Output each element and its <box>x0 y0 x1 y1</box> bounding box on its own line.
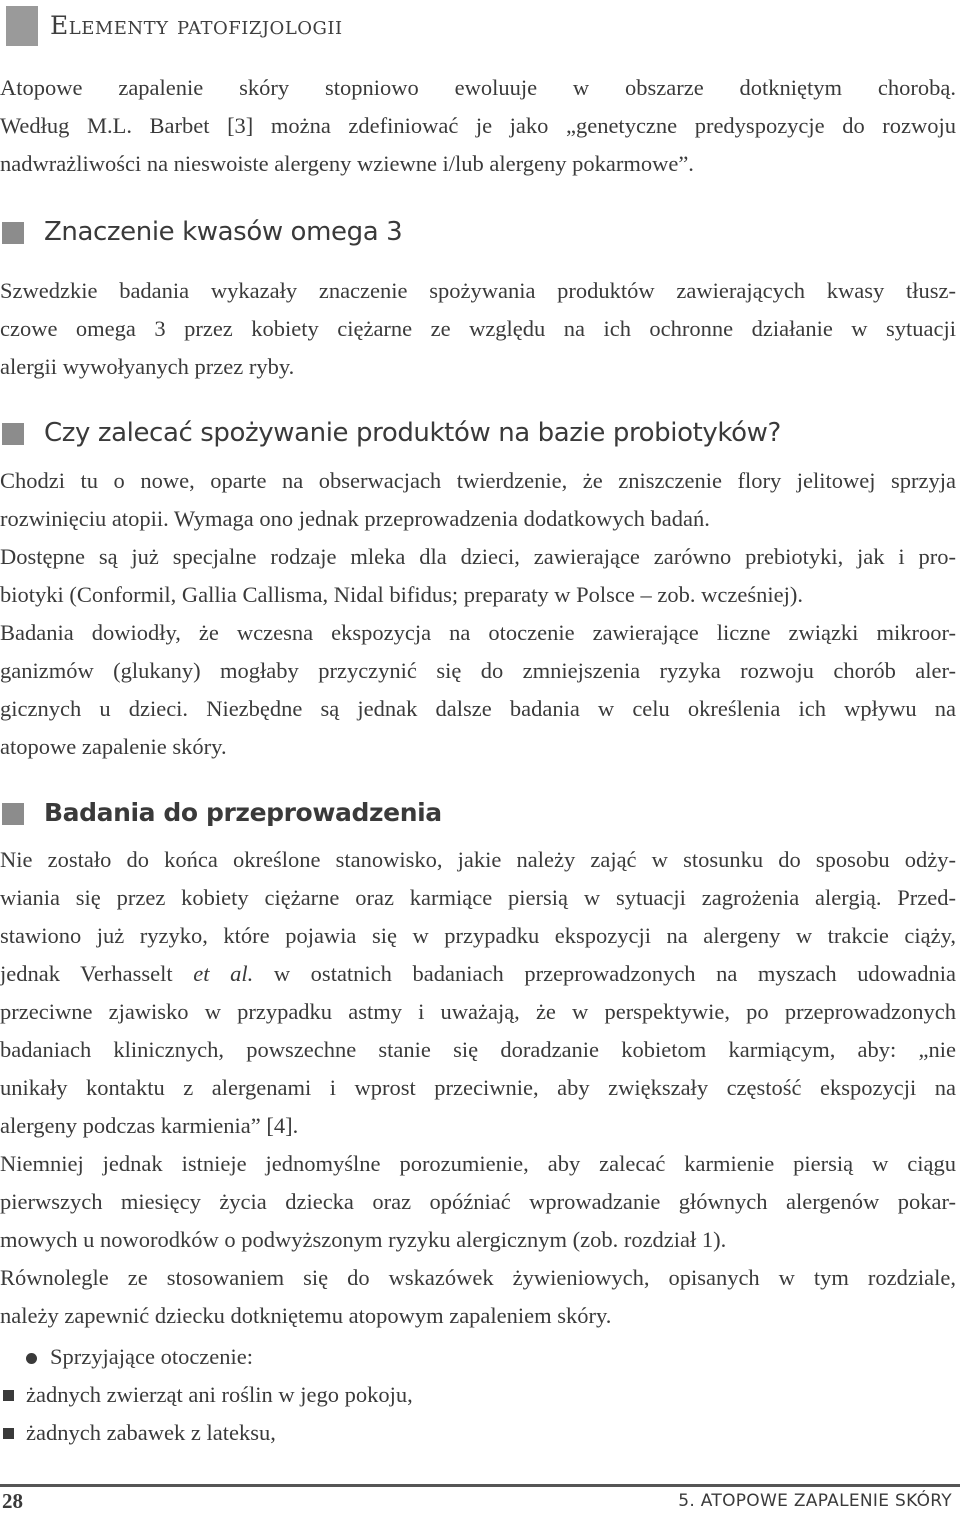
bullet-square-icon <box>3 1390 14 1401</box>
section-square-icon <box>2 423 24 445</box>
intro-paragraph <box>0 69 956 183</box>
environment-list <box>0 1338 950 1452</box>
footer-divider <box>0 1484 960 1487</box>
text-line: przeciwne zjawisko w przypadku astmy i uważają, że w perspektywie, po przeprowadzonych <box>0 999 956 1024</box>
text-fragment: w ostatnich badaniach przeprowadzonych na myszach udowadnia <box>273 961 956 986</box>
section-square-icon <box>2 222 24 244</box>
research-paragraph <box>0 841 956 1335</box>
section-heading-research <box>2 793 952 833</box>
text-line: Atopowe zapalenie skóry stopniowo ewoluuje w obszarze dotkniętym chorobą. <box>0 75 956 100</box>
section-heading-omega3 <box>2 212 952 252</box>
omega3-paragraph <box>0 272 956 386</box>
text-fragment <box>253 961 274 986</box>
section-title: Czy zalecać spożywanie produktów na bazie probiotyków? <box>44 418 781 448</box>
italic-citation: et al. <box>193 961 254 986</box>
text-line: ganizmów (glukany) mogłaby przyczynić się do zmniejszenia ryzyka rozwoju chorób aler- <box>0 658 956 683</box>
text-line: Niemniej jednak istnieje jednomyślne porozumienie, aby zalecać karmienie piersią w ciągu <box>0 1151 956 1176</box>
list-item <box>0 1414 950 1452</box>
chapter-title: Elementy patofizjologii <box>50 11 343 40</box>
text-line: pierwszych miesięcy życia dziecka oraz opóźniać wprowadzanie głównych alergenów pokar- <box>0 1189 956 1214</box>
text-line: czowe omega 3 przez kobiety ciężarne ze względu na ich ochronne działanie w sytuacji <box>0 316 956 341</box>
bullet-square-icon <box>3 1428 14 1439</box>
text-line: nadwrażliwości na nieswoiste alergeny wziewne i/lub alergeny pokarmowe”. <box>0 151 694 176</box>
text-line: Nie zostało do końca określone stanowisko, jakie należy zająć w stosunku do sposobu odży- <box>0 847 956 872</box>
text-line <box>0 955 956 993</box>
text-line: Szwedzkie badania wykazały znaczenie spożywania produktów zawierających kwasy tłusz- <box>0 278 956 303</box>
chapter-header <box>6 6 960 46</box>
text-line: unikały kontaktu z alergenami i wprost przeciwnie, aby zwiększały częstość ekspozycji na <box>0 1075 956 1100</box>
section-title: Badania do przeprowadzenia <box>44 798 442 827</box>
list-item-label: żadnych zabawek z lateksu, <box>26 1420 276 1445</box>
text-line: alergeny podczas karmienia” [4]. <box>0 1113 299 1138</box>
text-line: alergii wywołyanych przez ryby. <box>0 354 295 379</box>
bullet-dot-icon <box>26 1353 37 1364</box>
text-line: Chodzi tu o nowe, oparte na obserwacjach twierdzenie, że zniszczenie flory jelitowej sprzyja <box>0 468 956 493</box>
probiotics-paragraph <box>0 462 956 766</box>
section-square-icon <box>2 803 24 825</box>
text-line: należy zapewnić dziecku dotkniętemu atopowym zapaleniem skóry. <box>0 1303 612 1328</box>
list-item-label: żadnych zwierząt ani roślin w jego pokoju, <box>26 1382 413 1407</box>
list-item <box>0 1376 950 1414</box>
text-line: Dostępne są już specjalne rodzaje mleka dla dzieci, zawierające zarówno prebiotyki, jak i pro- <box>0 544 956 569</box>
text-line: rozwinięciu atopii. Wymaga ono jednak przeprowadzenia dodatkowych badań. <box>0 506 710 531</box>
text-line: wiania się przez kobiety ciężarne oraz karmiące piersią w sytuacji zagrożenia alergią. Przed- <box>0 885 956 910</box>
page-number: 28 <box>2 1489 23 1513</box>
text-line: badaniach klinicznych, powszechne stanie się doradzanie kobietom karmiącym, aby: „nie <box>0 1037 956 1062</box>
text-line: mowych u noworodków o podwyższonym ryzyku alergicznym (zob. rozdział 1). <box>0 1227 727 1252</box>
text-line: stawiono już ryzyko, które pojawia się w przypadku ekspozycji na alergeny w trakcie ciąży, <box>0 923 956 948</box>
text-line: biotyki (Conformil, Gallia Callisma, Nidal bifidus; preparaty w Polsce – zob. wcześniej). <box>0 582 803 607</box>
text-line: Badania dowiodły, że wczesna ekspozycja na otoczenie zawierające liczne związki mikroor- <box>0 620 956 645</box>
text-line: Według M.L. Barbet [3] można zdefiniować je jako „genetyczne predyspozycje do rozwoju <box>0 113 956 138</box>
section-title: Znaczenie kwasów omega 3 <box>44 217 403 247</box>
text-line: gicznych u dzieci. Niezbędne są jednak dalsze badania w celu określenia ich wpływu na <box>0 696 956 721</box>
chapter-marker <box>6 6 38 46</box>
section-heading-probiotics <box>2 413 952 453</box>
running-footer-chapter: 5. ATOPOWE ZAPALENIE SKÓRY <box>678 1491 952 1511</box>
text-fragment: jednak Verhasselt <box>0 961 194 986</box>
text-line: Równolegle ze stosowaniem się do wskazówek żywieniowych, opisanych w tym rozdziale, <box>0 1265 956 1290</box>
list-item <box>0 1338 950 1376</box>
list-item-label: Sprzyjające otoczenie: <box>50 1344 254 1369</box>
text-line: atopowe zapalenie skóry. <box>0 734 227 759</box>
